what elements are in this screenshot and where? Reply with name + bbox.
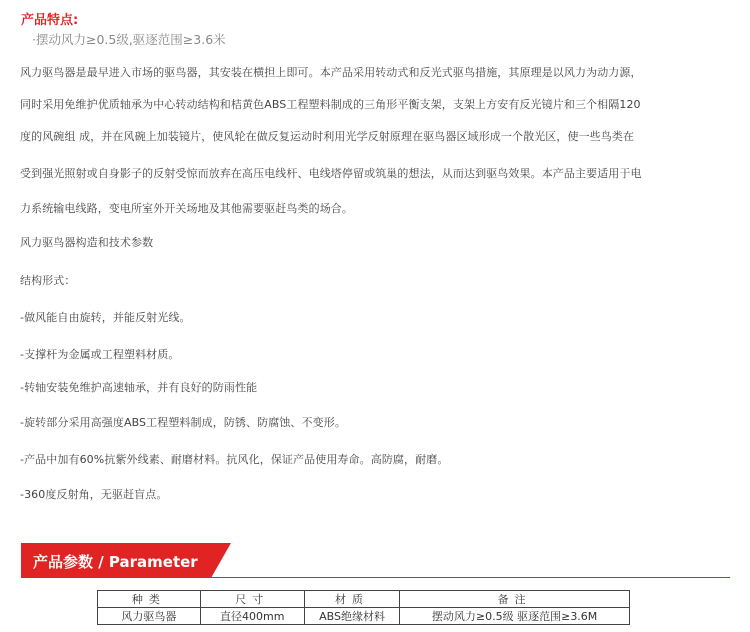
description-line-1: 风力驱鸟器是最早进入市场的驱鸟器，其安装在横担上即可。本产品采用转动式和反光式驱鸟措施，其原理是以风力为动力源， (20, 66, 642, 79)
table-cell-type: 风力驱鸟器 (98, 608, 201, 625)
table-header-note: 备注 (400, 591, 630, 608)
table-header-row (98, 591, 630, 608)
structure-item: -支撑杆为金属或工程塑料材质。 (20, 348, 180, 361)
description-line-4: 受到强光照射或自身影子的反射受惊而放弃在高压电线杆、电线塔停留或筑巢的想法，从而达到驱鸟效果。本产品主要适用于电 (20, 167, 642, 180)
table-cell-material: ABS绝缘材料 (304, 608, 399, 625)
table-header-material: 材质 (304, 591, 399, 608)
structure-item: -360度反射角，无驱赶盲点。 (20, 488, 168, 501)
description-line-5: 力系统输电线路，变电所室外开关场地及其他需要驱赶鸟类的场合。 (20, 202, 353, 215)
feature-heading: 产品特点: (21, 13, 79, 28)
table-header-size: 尺寸 (200, 591, 304, 608)
structure-item: -旋转部分采用高强度ABS工程塑料制成，防锈、防腐蚀、不变形。 (20, 416, 346, 429)
structure-item: -做风能自由旋转，并能反射光线。 (20, 311, 191, 324)
structure-item: -产品中加有60%抗紫外线素、耐磨材料。抗风化，保证产品使用寿命。高防腐，耐磨。 (20, 453, 449, 466)
description-line-3: 度的风碗组 成，并在风碗上加装镜片，使风轮在做反复运动时利用光学反射原理在驱鸟器区域形成一个散光区，使一些鸟类在 (20, 130, 635, 143)
parameter-divider (211, 577, 730, 578)
description-line-2: 同时采用免维护优质轴承为中心转动结构和桔黄色ABS工程塑料制成的三角形平衡支架，支架上方安有反光镜片和三个相隔120 (20, 98, 641, 111)
structure-item: -转轴安装免维护高速轴承，并有良好的防雨性能 (20, 381, 258, 394)
structure-form-label: 结构形式： (20, 274, 76, 287)
table-row (98, 608, 630, 625)
parameter-title: 产品参数 / Parameter (33, 553, 198, 571)
table-cell-note: 摆动风力≥0.5级 驱逐范围≥3.6M (400, 608, 630, 625)
structure-section-title: 风力驱鸟器构造和技术参数 (20, 236, 154, 249)
table-header-type: 种类 (98, 591, 201, 608)
parameter-banner (21, 543, 211, 578)
feature-subheading: ·摆动风力≥0.5级,驱逐范围≥3.6米 (32, 32, 226, 47)
table-cell-size: 直径400mm (200, 608, 304, 625)
parameter-table (97, 590, 630, 625)
